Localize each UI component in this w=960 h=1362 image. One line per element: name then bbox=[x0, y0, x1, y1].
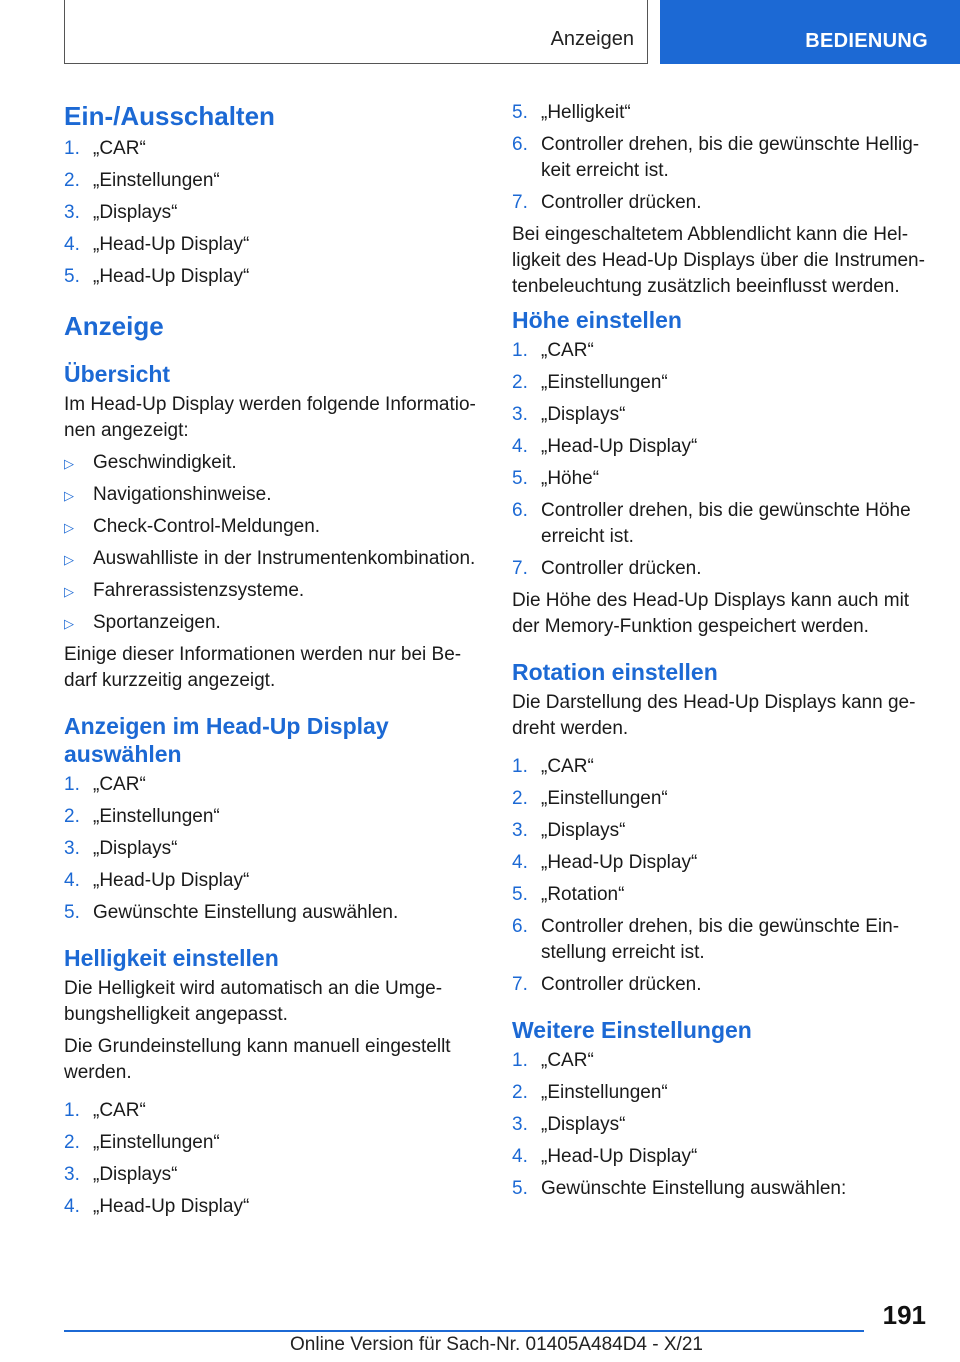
list-item-text: „Rotation“ bbox=[541, 884, 625, 905]
list-item-text: Auswahlliste in der Instrumentenkombination. bbox=[93, 548, 476, 569]
list-item-text: „Einstellungen“ bbox=[541, 372, 668, 393]
list-item bbox=[64, 482, 480, 508]
list-item-text: „Displays“ bbox=[93, 838, 178, 859]
step-number: 7. bbox=[512, 192, 528, 213]
list-item-text: „Helligkeit“ bbox=[541, 102, 631, 123]
list-item bbox=[512, 914, 928, 966]
list-item-text: „Displays“ bbox=[93, 1164, 178, 1185]
list-item-text: „Displays“ bbox=[93, 202, 178, 223]
list-item-text: „CAR“ bbox=[93, 138, 146, 159]
list-item-text: „Displays“ bbox=[541, 820, 626, 841]
list-item bbox=[64, 868, 480, 894]
step-number: 4. bbox=[64, 234, 80, 255]
list-item bbox=[512, 402, 928, 428]
step-number: 7. bbox=[512, 558, 528, 579]
uebersicht-intro: Im Head-Up Display werden folgende Informatio‐ nen angezeigt: bbox=[64, 394, 476, 441]
list-item bbox=[512, 786, 928, 812]
list-item-text: Navigationshinweise. bbox=[93, 484, 272, 505]
triangle-bullet-icon: ▷ bbox=[64, 616, 74, 631]
left-column bbox=[64, 100, 480, 1226]
heading-weitere: Weitere Einstellungen bbox=[512, 1017, 752, 1043]
step-number: 4. bbox=[512, 852, 528, 873]
list-item bbox=[64, 772, 480, 798]
list-item-text: Geschwindigkeit. bbox=[93, 452, 237, 473]
list-item bbox=[512, 1144, 928, 1170]
list-item bbox=[64, 168, 480, 194]
list-item bbox=[512, 972, 928, 998]
helligkeit-note: Bei eingeschaltetem Abblendlicht kann die Hel‐ ligkeit des Head-Up Displays über die Instrumen‐ tenbeleuchtung zusätzlich beeinflusst werden. bbox=[512, 224, 925, 297]
helligkeit-text-1: Die Helligkeit wird automatisch an die Umge‐ bungshelligkeit angepasst. bbox=[64, 978, 443, 1025]
page-number: 191 bbox=[882, 1300, 926, 1330]
triangle-bullet-icon: ▷ bbox=[64, 456, 74, 471]
list-item-text: „Head-Up Display“ bbox=[93, 870, 250, 891]
list-item bbox=[512, 1048, 928, 1074]
triangle-bullet-icon: ▷ bbox=[64, 520, 74, 535]
step-number: 2. bbox=[64, 170, 80, 191]
list-item-text: Controller drücken. bbox=[541, 558, 702, 579]
steps-helligkeit bbox=[64, 1098, 480, 1220]
step-number: 1. bbox=[64, 1100, 80, 1121]
list-item bbox=[512, 466, 928, 492]
list-item-text: „Einstellungen“ bbox=[93, 806, 220, 827]
list-item bbox=[64, 136, 480, 162]
footer-divider bbox=[64, 1330, 864, 1332]
list-item-text: Gewünschte Einstellung auswählen. bbox=[93, 902, 399, 923]
header-chapter-tab: BEDIENUNG bbox=[660, 0, 960, 64]
step-number: 7. bbox=[512, 974, 528, 995]
triangle-bullet-icon: ▷ bbox=[64, 552, 74, 567]
triangle-bullet-icon: ▷ bbox=[64, 488, 74, 503]
helligkeit-text-2: Die Grundeinstellung kann manuell eingestellt werden. bbox=[64, 1036, 451, 1083]
step-number: 2. bbox=[64, 806, 80, 827]
list-item bbox=[64, 610, 480, 636]
list-item bbox=[64, 450, 480, 476]
step-number: 1. bbox=[512, 1050, 528, 1071]
step-number: 3. bbox=[512, 1114, 528, 1135]
heading-anzeige: Anzeige bbox=[64, 311, 164, 341]
list-item bbox=[512, 1080, 928, 1106]
list-item bbox=[64, 514, 480, 540]
list-item-text: Check-Control-Meldungen. bbox=[93, 516, 321, 537]
step-number: 5. bbox=[512, 102, 528, 123]
list-item bbox=[64, 1098, 480, 1124]
step-number: 5. bbox=[64, 902, 80, 923]
list-item-text: Fahrerassistenzsysteme. bbox=[93, 580, 305, 601]
list-item-text: „Head-Up Display“ bbox=[93, 1196, 250, 1217]
steps-anzeigen-auswaehlen bbox=[64, 772, 480, 926]
uebersicht-list bbox=[64, 450, 480, 636]
steps-helligkeit-continued bbox=[512, 100, 928, 216]
list-item bbox=[512, 132, 928, 184]
heading-hoehe: Höhe einstellen bbox=[512, 307, 682, 333]
list-item bbox=[512, 1112, 928, 1138]
hoehe-note: Die Höhe des Head-Up Displays kann auch mit der Memory-Funktion gespeichert werden. bbox=[512, 590, 910, 637]
list-item-text: „Head-Up Display“ bbox=[541, 1146, 698, 1167]
step-number: 5. bbox=[512, 884, 528, 905]
step-number: 1. bbox=[512, 340, 528, 361]
uebersicht-note: Einige dieser Informationen werden nur bei Be‐ darf kurzzeitig angezeigt. bbox=[64, 644, 462, 691]
list-item bbox=[64, 578, 480, 604]
step-number: 6. bbox=[512, 500, 528, 521]
list-item bbox=[64, 264, 480, 290]
step-number: 1. bbox=[512, 756, 528, 777]
list-item-text: „CAR“ bbox=[541, 756, 594, 777]
list-item-text: „Displays“ bbox=[541, 1114, 626, 1135]
list-item-text: Controller drehen, bis die gewünschte Ein‐ stellung erreicht ist. bbox=[541, 916, 900, 963]
list-item bbox=[512, 338, 928, 364]
list-item bbox=[512, 100, 928, 126]
list-item-text: „CAR“ bbox=[93, 774, 146, 795]
step-number: 3. bbox=[64, 838, 80, 859]
steps-ein-ausschalten bbox=[64, 136, 480, 290]
list-item-text: Gewünschte Einstellung auswählen: bbox=[541, 1178, 847, 1199]
list-item-text: „Einstellungen“ bbox=[93, 1132, 220, 1153]
list-item bbox=[64, 804, 480, 830]
step-number: 4. bbox=[64, 870, 80, 891]
list-item bbox=[512, 556, 928, 582]
list-item bbox=[512, 498, 928, 550]
list-item bbox=[64, 900, 480, 926]
rotation-text: Die Darstellung des Head-Up Displays kann ge‐ dreht werden. bbox=[512, 692, 916, 739]
list-item bbox=[512, 882, 928, 908]
heading-ein-ausschalten: Ein-/Ausschalten bbox=[64, 101, 275, 131]
list-item bbox=[512, 1176, 928, 1202]
list-item-text: „Einstellungen“ bbox=[541, 1082, 668, 1103]
step-number: 1. bbox=[64, 138, 80, 159]
list-item-text: Controller drücken. bbox=[541, 192, 702, 213]
step-number: 2. bbox=[64, 1132, 80, 1153]
list-item-text: „Einstellungen“ bbox=[93, 170, 220, 191]
list-item bbox=[64, 546, 480, 572]
list-item bbox=[64, 1194, 480, 1220]
list-item-text: „Head-Up Display“ bbox=[541, 852, 698, 873]
heading-helligkeit: Helligkeit einstellen bbox=[64, 945, 279, 971]
step-number: 3. bbox=[64, 202, 80, 223]
step-number: 5. bbox=[64, 266, 80, 287]
right-column bbox=[512, 100, 928, 1208]
list-item-text: „Displays“ bbox=[541, 404, 626, 425]
list-item bbox=[64, 232, 480, 258]
list-item-text: Controller drehen, bis die gewünschte Höhe erreicht ist. bbox=[541, 500, 911, 547]
heading-rotation: Rotation einstellen bbox=[512, 659, 718, 685]
list-item-text: „CAR“ bbox=[541, 340, 594, 361]
list-item bbox=[512, 190, 928, 216]
step-number: 3. bbox=[512, 820, 528, 841]
footer-text: Online Version für Sach-Nr. 01405A484D4 - X/21 bbox=[290, 1334, 703, 1355]
heading-uebersicht: Übersicht bbox=[64, 361, 171, 387]
step-number: 4. bbox=[512, 436, 528, 457]
step-number: 4. bbox=[64, 1196, 80, 1217]
step-number: 6. bbox=[512, 134, 528, 155]
list-item-text: „Head-Up Display“ bbox=[93, 234, 250, 255]
step-number: 6. bbox=[512, 916, 528, 937]
list-item bbox=[512, 818, 928, 844]
list-item bbox=[64, 1162, 480, 1188]
steps-rotation bbox=[512, 754, 928, 998]
triangle-bullet-icon: ▷ bbox=[64, 584, 74, 599]
list-item-text: „CAR“ bbox=[93, 1100, 146, 1121]
steps-weitere bbox=[512, 1048, 928, 1202]
step-number: 2. bbox=[512, 788, 528, 809]
list-item-text: „Höhe“ bbox=[541, 468, 600, 489]
step-number: 5. bbox=[512, 468, 528, 489]
step-number: 4. bbox=[512, 1146, 528, 1167]
step-number: 5. bbox=[512, 1178, 528, 1199]
list-item bbox=[512, 434, 928, 460]
list-item-text: „Head-Up Display“ bbox=[541, 436, 698, 457]
list-item bbox=[512, 850, 928, 876]
step-number: 2. bbox=[512, 372, 528, 393]
list-item bbox=[64, 836, 480, 862]
step-number: 2. bbox=[512, 1082, 528, 1103]
steps-hoehe bbox=[512, 338, 928, 582]
step-number: 3. bbox=[512, 404, 528, 425]
step-number: 1. bbox=[64, 774, 80, 795]
list-item bbox=[64, 200, 480, 226]
list-item-text: „CAR“ bbox=[541, 1050, 594, 1071]
list-item bbox=[512, 370, 928, 396]
list-item-text: Controller drücken. bbox=[541, 974, 702, 995]
list-item-text: „Head-Up Display“ bbox=[93, 266, 250, 287]
step-number: 3. bbox=[64, 1164, 80, 1185]
heading-anzeigen-auswaehlen: Anzeigen im Head-Up Display auswählen bbox=[64, 713, 389, 767]
list-item bbox=[512, 754, 928, 780]
list-item-text: „Einstellungen“ bbox=[541, 788, 668, 809]
list-item-text: Controller drehen, bis die gewünschte Hellig‐ keit erreicht ist. bbox=[541, 134, 920, 181]
header-section-title: Anzeigen bbox=[550, 28, 634, 50]
list-item bbox=[64, 1130, 480, 1156]
list-item-text: Sportanzeigen. bbox=[93, 612, 221, 633]
